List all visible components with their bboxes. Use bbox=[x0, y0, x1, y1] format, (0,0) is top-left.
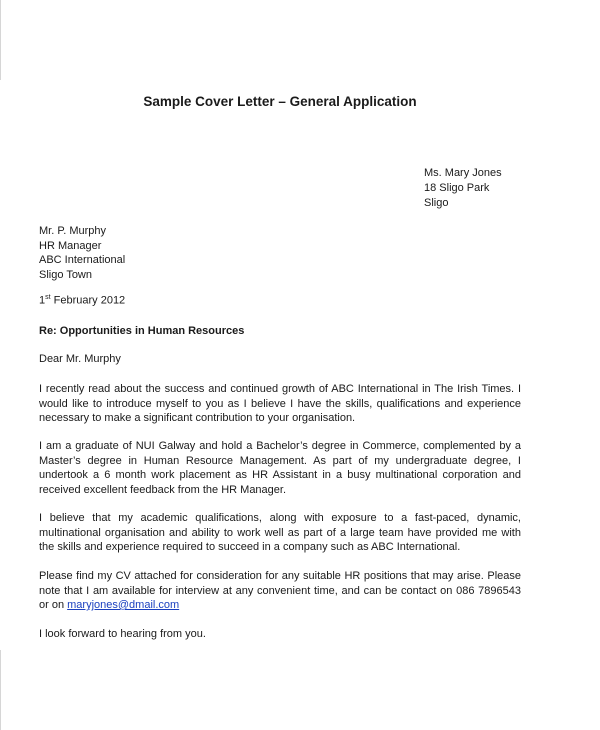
sender-name: Ms. Mary Jones bbox=[424, 167, 502, 179]
letter-title: Sample Cover Letter – General Application bbox=[143, 94, 417, 109]
recipient-town: Sligo Town bbox=[39, 268, 92, 281]
paragraph-closing: I look forward to hearing from you. bbox=[39, 628, 206, 640]
date-day: 1 bbox=[39, 294, 46, 307]
paragraph-education: I am a graduate of NUI Galway and hold a Bachelor’s degree in Commerce, complemented by a Master’s degree in Human Resource Management. As part of my undergraduate degree, I undertook a 6 month work placement as HR Assistant in a busy multinational corporation and received excellent feedback from the HR Manager. bbox=[39, 440, 521, 496]
contact-text: Please find my CV attached for consideration for any suitable HR positions that may arise. Please note that I am available for interview at any convenient time, and can be contact on 086 7896543 or on bbox=[39, 570, 521, 611]
sender-town: Sligo bbox=[424, 197, 449, 209]
recipient-address bbox=[39, 224, 125, 282]
recipient-title: HR Manager bbox=[39, 239, 102, 252]
sender-street: 18 Sligo Park bbox=[424, 182, 490, 194]
subject-line: Re: Opportunities in Human Resources bbox=[39, 325, 245, 337]
paragraph-intro: I recently read about the success and continued growth of ABC International in The Irish Times. I would like to introduce myself to you as I believe I have the skills, qualifications and experience necessary to make a significant contribution to your organisation. bbox=[39, 383, 521, 424]
recipient-company: ABC International bbox=[39, 254, 126, 266]
letter-date bbox=[39, 294, 125, 307]
page-edge-mark bbox=[0, 650, 1, 730]
date-month-year: February 2012 bbox=[50, 294, 126, 307]
email-link[interactable]: maryjones@dmail.com bbox=[67, 599, 180, 611]
salutation: Dear Mr. Murphy bbox=[39, 353, 121, 365]
page-edge-mark bbox=[0, 0, 1, 80]
sender-address bbox=[424, 166, 502, 211]
date-suffix: st bbox=[45, 294, 51, 301]
paragraph-qualifications: I believe that my academic qualifications, along with exposure to a fast-paced, dynamic, multinational organisation and ability to work well as part of a large team have provided me with the skills and experience required to succeed in a company such as ABC International. bbox=[39, 512, 521, 553]
recipient-name: Mr. P. Murphy bbox=[39, 225, 107, 237]
paragraph-contact bbox=[39, 569, 521, 613]
